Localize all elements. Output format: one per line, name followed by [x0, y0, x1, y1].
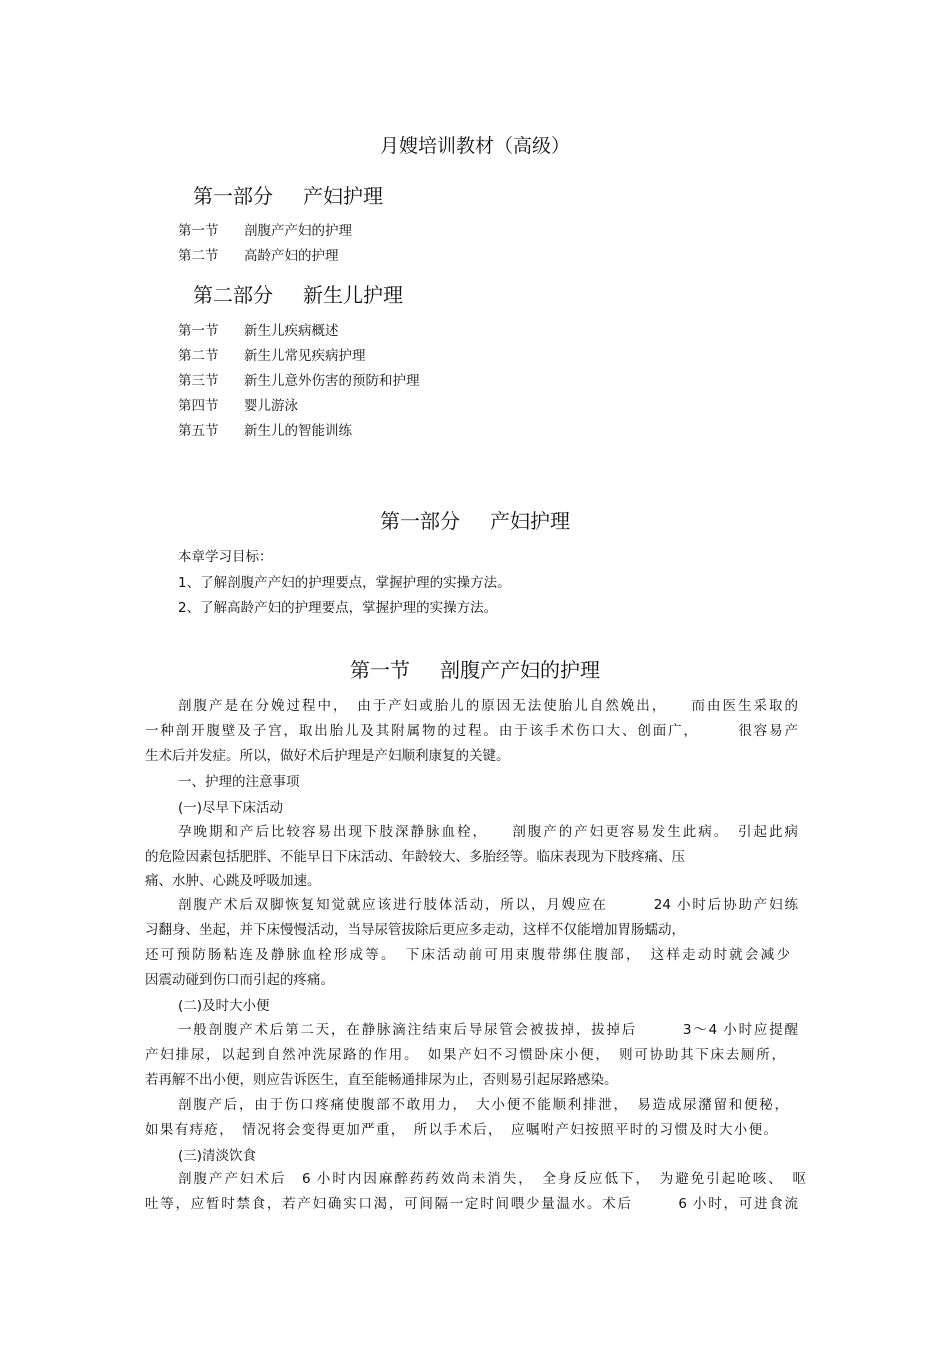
paragraph-line: 还可预防肠粘连及静脉血栓形成等。 下床活动前可用束腹带绑住腹部， 这样走动时就会减少: [145, 947, 790, 963]
paragraph-line: 剖腹产产妇术后 6 小时内因麻醉药药效尚未消失， 全身反应低下， 为避免引起呛咳、 呕: [178, 1171, 806, 1187]
paragraph-line: 剖腹产后，由于伤口疼痛使腹部不敢用力， 大小便不能顺利排泄， 易造成尿潴留和便秘，: [178, 1097, 788, 1113]
paragraph-line: 如果有痔疮， 情况将会变得更加严重， 所以手术后， 应嘱咐产妇按照平时的习惯及时大小便。: [145, 1122, 777, 1138]
toc-item-num: 第四节: [178, 398, 219, 414]
toc-item: [178, 394, 298, 414]
paragraph-line: 产妇排尿，以起到自然冲洗尿路的作用。 如果产妇不习惯卧床小便， 则可协助其下床去厕所，: [145, 1047, 785, 1063]
toc-item-name: 新生儿的智能训练: [244, 423, 352, 439]
toc-item-num: 第三节: [178, 373, 219, 389]
subheading: (一)尽早下床活动: [178, 800, 284, 816]
paragraph-line: 习翻身、坐起，并下床慢慢活动，当导尿管拔除后更应多走动，这样不仅能增加胃肠蠕动，: [145, 922, 685, 938]
toc-part2-name: 新生儿护理: [303, 283, 403, 307]
toc-item-name: 新生儿常见疾病护理: [244, 348, 366, 364]
subheading: (三)清淡饮食: [178, 1148, 257, 1164]
subheading: (二)及时大小便: [178, 998, 270, 1014]
document-title: 月嫂培训教材（高级）: [379, 135, 570, 157]
toc-item: [178, 369, 420, 389]
toc-item-num: 第二节: [178, 348, 219, 364]
paragraph-line: 生术后并发症。所以，做好术后护理是产妇顺利康复的关键。: [145, 748, 510, 764]
objective-item: 1、了解剖腹产产妇的护理要点，掌握护理的实操方法。: [178, 575, 511, 591]
toc-item-num: 第一节: [178, 223, 219, 239]
toc-item: [178, 219, 352, 239]
toc-item-name: 高龄产妇的护理: [244, 248, 339, 264]
toc-part2-label: 第二部分: [193, 283, 273, 307]
section-heading-label: 第一节: [350, 658, 410, 682]
toc-part1-name: 产妇护理: [303, 184, 383, 208]
paragraph-line: 若再解不出小便，则应告诉医生，直至能畅通排尿为止，否则易引起尿路感染。: [145, 1072, 618, 1088]
paragraph-line: 剖腹产是在分娩过程中， 由于产妇或胎儿的原因无法使胎儿自然娩出， 而由医生采取的: [178, 698, 798, 714]
paragraph-line: 一种剖开腹壁及子宫，取出胎儿及其附属物的过程。由于该手术伤口大、创面广， 很容易产: [145, 723, 798, 739]
paragraph-line: 吐等，应暂时禁食，若产妇确实口渴，可间隔一定时间喂少量温水。术后 6 小时，可进食流: [145, 1196, 798, 1212]
toc-item: [178, 244, 339, 264]
toc-part1-heading: [193, 180, 383, 209]
toc-item: [178, 419, 352, 439]
toc-item-name: 新生儿意外伤害的预防和护理: [244, 373, 420, 389]
toc-item-name: 剖腹产产妇的护理: [244, 223, 352, 239]
toc-item-num: 第五节: [178, 423, 219, 439]
paragraph-line: 剖腹产术后双脚恢复知觉就应该进行肢体活动，所以，月嫂应在 24 小时后协助产妇练: [178, 897, 798, 913]
toc-item: [178, 344, 366, 364]
paragraph-line: 痛、水肿、心跳及呼吸加速。: [145, 873, 321, 889]
toc-part2-heading: [193, 279, 403, 308]
part-heading-name: 产妇护理: [490, 509, 570, 533]
toc-item-num: 第二节: [178, 248, 219, 264]
toc-item-num: 第一节: [178, 323, 219, 339]
section-heading: [0, 654, 950, 683]
subheading: 一、护理的注意事项: [178, 774, 300, 790]
paragraph-line: 孕晚期和产后比较容易出现下肢深静脉血栓， 剖腹产的产妇更容易发生此病。 引起此病: [178, 824, 798, 840]
objective-item: 2、了解高龄产妇的护理要点，掌握护理的实操方法。: [178, 600, 498, 616]
paragraph-line: 的危险因素包括肥胖、不能早日下床活动、年龄较大、多胎经等。临床表现为下肢疼痛、压: [145, 849, 685, 865]
toc-item-name: 婴儿游泳: [244, 398, 298, 414]
part-heading: [0, 505, 950, 534]
toc-part1-label: 第一部分: [193, 184, 273, 208]
toc-item-name: 新生儿疾病概述: [244, 323, 339, 339]
paragraph-line: 一般剖腹产术后第二天，在静脉滴注结束后导尿管会被拔掉，拔掉后 3～4 小时应提醒: [178, 1022, 798, 1038]
toc-item: [178, 319, 339, 339]
section-heading-name: 剖腹产产妇的护理: [440, 658, 600, 682]
objectives-label: 本章学习目标：: [178, 549, 273, 565]
part-heading-label: 第一部分: [380, 509, 460, 533]
paragraph-line: 因震动碰到伤口而引起的疼痛。: [145, 972, 334, 988]
